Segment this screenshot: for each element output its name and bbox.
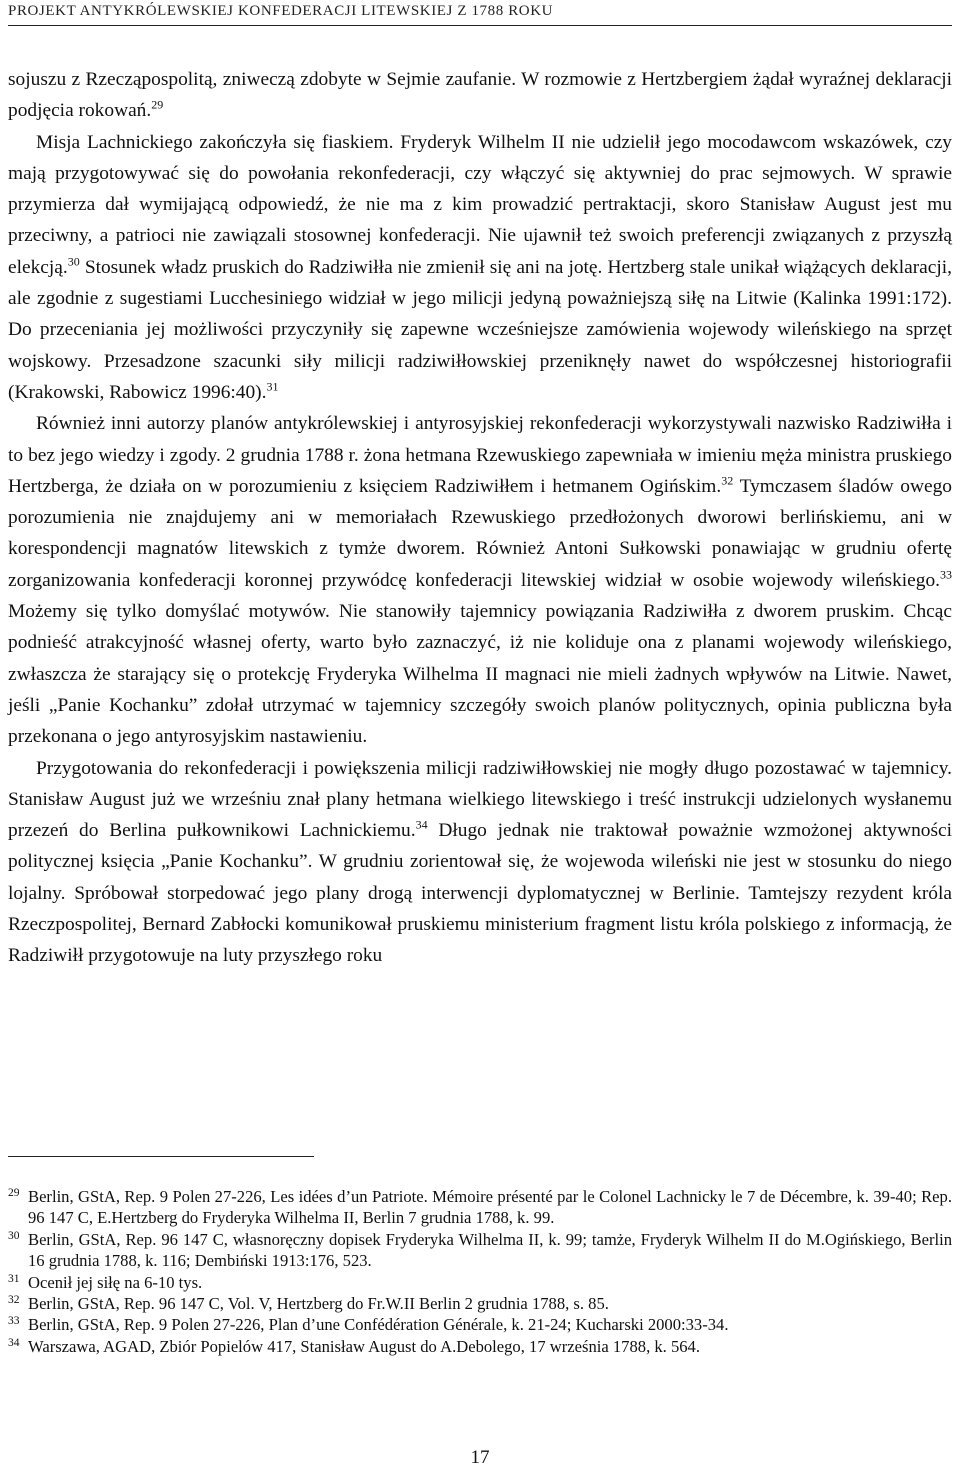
footnote-text: Berlin, GStA, Rep. 9 Polen 27-226, Plan d’une Confédération Générale, k. 21-24; Kucharski 2000:33-34. <box>28 1315 729 1335</box>
paragraph <box>8 408 952 752</box>
footnote: 30 Berlin, GStA, Rep. 96 147 C, własnoręczny dopisek Fryderyka Wilhelma II, k. 99; tamże, Fryderyk Wilhelm II do M.Ogińskiego, Berlin 16 grudnia 1788, k. 116; Dembiński 1913:176, 523. <box>8 1229 952 1271</box>
page-number: 17 <box>470 1447 490 1468</box>
paragraph-text: Misja Lachnickiego zakończyła się fiaskiem. Fryderyk Wilhelm II nie udzielił jego mocodawcom wskazówek, czy mają przygotowywać się do powołania rekonfederacji, czy włączyć się aktywniej do prac sejmowych. W sprawie przymierza dał wymijającą odpowiedź, że nie ma z kim prowadzić pertraktacji, skoro Stanisław August jest mu przeciwny, a patrioci nie zawiązali stosownej konfederacji. Nie ujawnił też swoich preferencji związanych z przyszłą elekcją. <box>8 131 952 278</box>
paragraph <box>8 127 952 409</box>
footnote: 33 Berlin, GStA, Rep. 9 Polen 27-226, Plan d’une Confédération Générale, k. 21-24; Kucharski 2000:33-34. <box>8 1315 729 1335</box>
footnote-ref[interactable]: 31 <box>266 379 279 394</box>
footnote-ref[interactable]: 34 <box>415 817 428 832</box>
footnote-text: Warszawa, AGAD, Zbiór Popielów 417, Stanisław August do A.Debolego, 17 września 1788, k. 564. <box>28 1336 701 1356</box>
footnote-text: Berlin, GStA, Rep. 9 Polen 27-226, Les idées d’un Patriote. Mémoire présenté par le Colonel Lachnicky le 7 de Décembre, k. 39-40; Rep. 96 147 C, E.Hertzberg do Fryderyka Wilhelma II, Berlin 7 grudnia 1788, k. 99. <box>28 1187 952 1228</box>
paragraph-text: Stosunek władz pruskich do Radziwiłła nie zmienił się ani na jotę. Hertzberg stale unikał wiążących deklaracji, ale zgodnie z sugestiami Lucchesiniego widział w jego milicji jedyną poważniejszą siłę na Litwie (Kalinka 1991:172). Do przeceniania jej możliwości przyczyniły się zapewne wcześniejsze zamówienia wojewody wileńskiego na sprzęt wojskowy. Przesadzone szacunki siły milicji radziwiłłowskiej przeniknęły nawet do współczesnej historiografii (Krakowski, Rabowicz 1996:40). <box>8 256 952 403</box>
paragraph-text: Długo jednak nie traktował poważnie wzmożonej aktywności politycznej księcia „Panie Kochanku”. W grudniu zorientował się, że wojewoda wileński nie jest w stosunku do niego lojalny. Spróbował storpedować jego plany drogą interwencji dyplomatycznej w Berlinie. Tamtejszy rezydent króla Rzeczpospolitej, Bernard Zabłocki komunikował pruskiemu ministerium fragment listu króla polskiego z informacją, że Radziwiłł przygotowuje na luty przyszłego roku <box>8 820 953 967</box>
footnote-ref[interactable]: 29 <box>151 97 164 112</box>
running-header: PROJEKT ANTYKRÓLEWSKIEJ KONFEDERACJI LITEWSKIEJ Z 1788 ROKU <box>8 3 952 26</box>
footnote: 34 Warszawa, AGAD, Zbiór Popielów 417, Stanisław August do A.Debolego, 17 września 1788, k. 564. <box>8 1336 701 1356</box>
paragraph-text: Możemy się tylko domyślać motywów. Nie stanowiły tajemnicy powiązania Radziwiłła z dworem pruskim. Chcąc podnieść atrakcyjność własnej oferty, warto było zaznaczyć, iż nie koliduje ona z planami wojewody wileńskiego, zwłaszcza że starający się o protekcję Fryderyka Wilhelma II magnaci nie mieli żadnych wpływów na Litwie. Nawet, jeśli „Panie Kochanku” zdołał utrzymać w tajemnicy szczegóły swoich planów politycznych, opinia publiczna była przekonana o jego antyrosyjskim nastawieniu. <box>8 601 952 748</box>
footnote-text: Berlin, GStA, Rep. 96 147 C, Vol. V, Hertzberg do Fr.W.II Berlin 2 grudnia 1788, s. 85. <box>28 1294 609 1314</box>
paragraph-text: Przygotowania do rekonfederacji i powiększenia milicji radziwiłłowskiej nie mogły długo pozostawać w tajemnicy. Stanisław August już we wrześniu znał plany hetmana wielkiego litewskiego i treść instrukcji udzielonych wysłanemu przezeń do Berlina pułkownikowi Lachnickiemu. <box>8 757 952 842</box>
footnote: 29 Berlin, GStA, Rep. 9 Polen 27-226, Les idées d’un Patriote. Mémoire présenté par le Colonel Lachnicky le 7 de Décembre, k. 39-40; Rep. 96 147 C, E.Hertzberg do Fryderyka Wilhelma II, Berlin 7 grudnia 1788, k. 99. <box>8 1187 952 1228</box>
paragraph <box>8 64 952 127</box>
main-text <box>8 64 952 972</box>
paragraph-text: sojuszu z Rzecząpospolitą, zniweczą zdobyte w Sejmie zaufanie. W rozmowie z Hertzbergiem żądał wyraźnej deklaracji podjęcia rokowań. <box>8 69 952 122</box>
paragraph-text: Również inni autorzy planów antykrólewskiej i antyrosyjskiej rekonfederacji wykorzystywali nazwisko Radziwiłła i to bez jego wiedzy i zgody. 2 grudnia 1788 r. żona hetmana Rzewuskiego zapewniała w imieniu męża ministra pruskiego Hertzberga, że działa on w porozumieniu z księciem Radziwiłłem i hetmanem Ogińskim. <box>8 413 952 497</box>
footnote: 32 Berlin, GStA, Rep. 96 147 C, Vol. V, Hertzberg do Fr.W.II Berlin 2 grudnia 1788, s. 85. <box>8 1294 609 1314</box>
footnote-divider <box>8 1156 314 1157</box>
footnote-ref[interactable]: 30 <box>67 254 80 269</box>
paragraph <box>8 753 952 972</box>
footnote-text: Berlin, GStA, Rep. 96 147 C, własnoręczny dopisek Fryderyka Wilhelma II, k. 99; tamże, Fryderyk Wilhelm II do M.Ogińskiego, Berlin 16 grudnia 1788, k. 116; Dembiński 1913:176, 523. <box>28 1229 952 1271</box>
footnote-ref[interactable]: 33 <box>940 567 952 582</box>
paragraph-text: Tymczasem śladów owego porozumienia nie znajdujemy ani w memoriałach Rzewuskiego przedłożonych dworowi berlińskiemu, ani w korespondencji magnatów litewskich z tymże dworem. Również Antoni Sułkowski ponawiając w grudniu ofertę zorganizowania konfederacji koronnej przywódcę konfederacji litewskiej widział w osobie wojewody wileńskiego. <box>8 475 952 591</box>
footnote: 31 Ocenił jej siłę na 6-10 tys. <box>8 1272 203 1292</box>
footnote-ref[interactable]: 32 <box>721 473 734 488</box>
footnotes <box>8 1186 952 1357</box>
footnote-text: Ocenił jej siłę na 6-10 tys. <box>28 1272 203 1292</box>
